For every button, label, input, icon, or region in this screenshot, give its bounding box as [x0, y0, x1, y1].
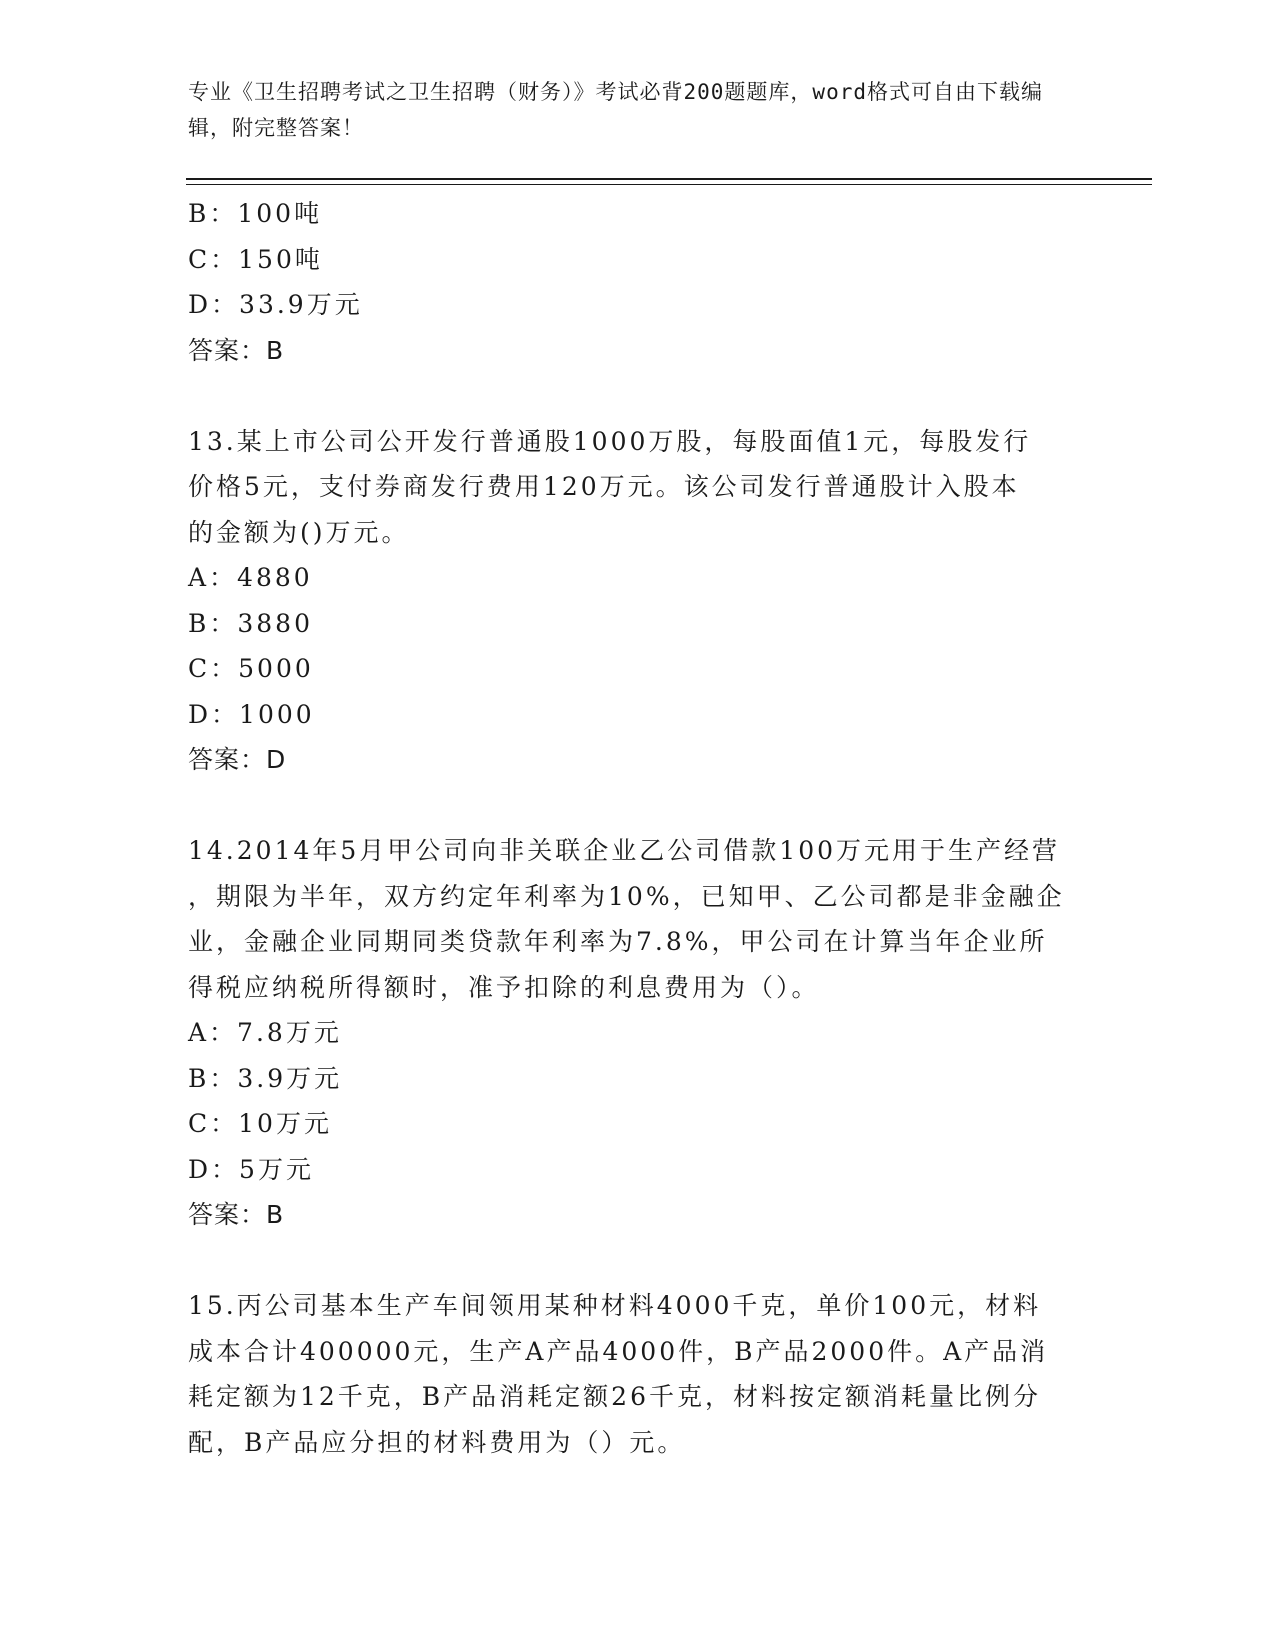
- spacer: [188, 1238, 1088, 1284]
- question-text-line: 得税应纳税所得额时，准予扣除的利息费用为（）。: [188, 972, 820, 1002]
- question-text-line: 耗定额为12千克，B产品消耗定额26千克，材料按定额消耗量比例分: [188, 1382, 1041, 1411]
- question-15: [188, 1283, 1088, 1465]
- question-text-line: 13.某上市公司公开发行普通股1000万股，每股面值1元，每股发行: [188, 426, 1032, 456]
- header-rule-thin: [186, 184, 1152, 185]
- answer: 答案：B: [188, 335, 285, 365]
- question-text-line: 价格5元，支付券商发行费用120万元。该公司发行普通股计入股本: [188, 472, 1020, 501]
- header-rule-thick: [186, 178, 1152, 180]
- question-text-line: ，期限为半年，双方约定年利率为10%，已知甲、乙公司都是非金融企: [188, 881, 1065, 911]
- question-12-partial: [188, 191, 1088, 373]
- option-d: D：5万元: [188, 1154, 314, 1184]
- option-b: B：3880: [188, 608, 313, 638]
- question-text-line: 的金额为()万元。: [188, 517, 410, 547]
- answer: 答案：D: [188, 745, 287, 774]
- question-text-line: 15.丙公司基本生产车间领用某种材料4000千克，单价100元，材料: [188, 1291, 1042, 1320]
- option-b: B：100吨: [188, 199, 323, 228]
- question-text-line: 成本合计400000元，生产A产品4000件，B产品2000件。A产品消: [188, 1336, 1049, 1366]
- option-d: D：33.9万元: [188, 290, 363, 319]
- option-c: C：150吨: [188, 244, 323, 274]
- question-text-line: 业，金融企业同期同类贷款年利率为7.8%，甲公司在计算当年企业所: [188, 927, 1048, 956]
- spacer: [188, 373, 1088, 419]
- spacer: [188, 783, 1088, 829]
- option-b: B：3.9万元: [188, 1063, 343, 1093]
- option-a: A：4880: [188, 563, 313, 592]
- option-a: A：7.8万元: [188, 1018, 342, 1047]
- document-body: [188, 191, 1088, 1465]
- question-14: [188, 828, 1088, 1238]
- question-13: [188, 419, 1088, 783]
- option-c: C：10万元: [188, 1109, 332, 1138]
- document-header: 专业《卫生招聘考试之卫生招聘（财务）》考试必背200题题库，word格式可自由下载编辑，附完整答案！: [188, 80, 1043, 140]
- option-d: D：1000: [188, 699, 315, 729]
- question-text-line: 14.2014年5月甲公司向非关联企业乙公司借款100万元用于生产经营: [188, 836, 1061, 865]
- option-c: C：5000: [188, 654, 314, 683]
- question-text-line: 配，B产品应分担的材料费用为（）元。: [188, 1427, 686, 1457]
- answer: 答案：B: [188, 1200, 285, 1229]
